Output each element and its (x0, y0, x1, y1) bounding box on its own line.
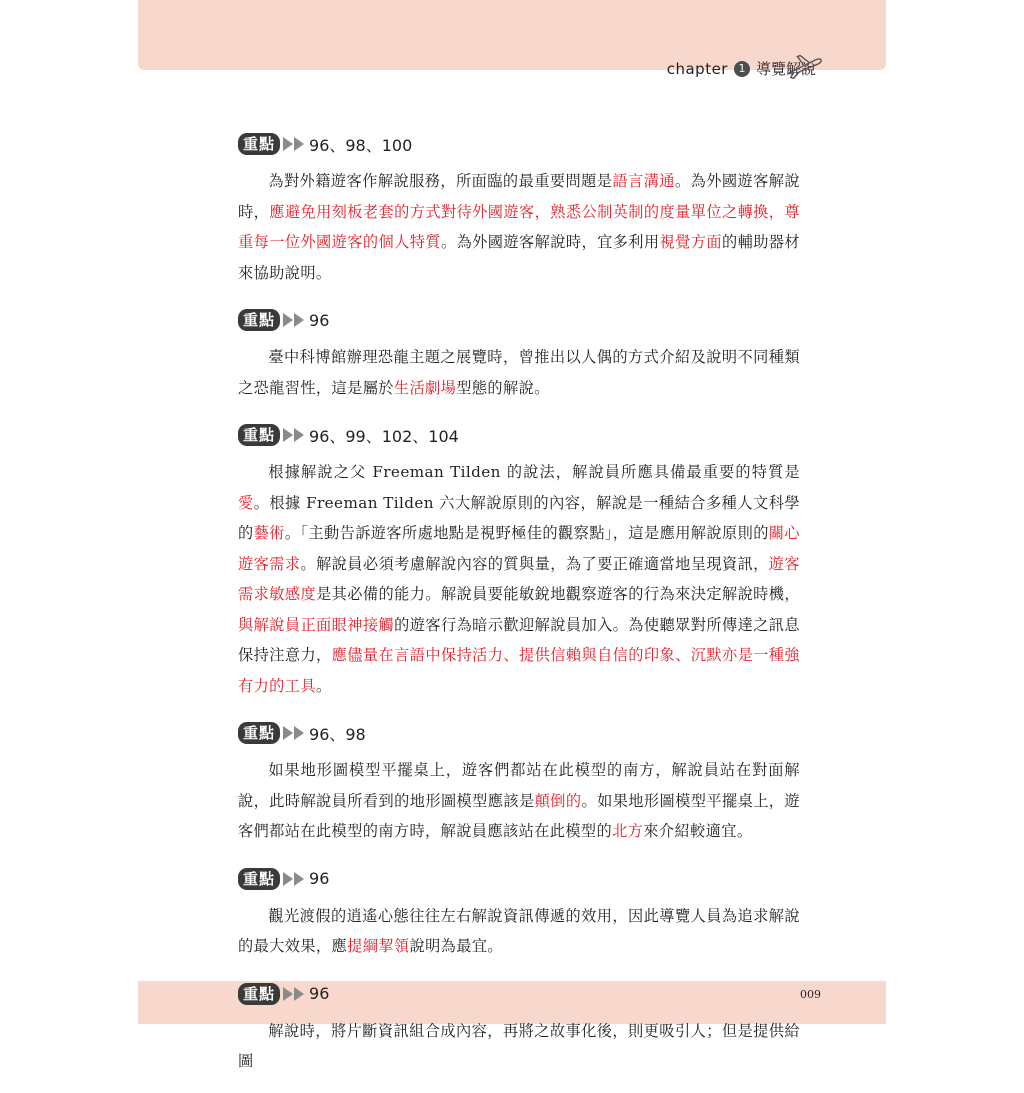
double-arrow-icon (283, 872, 305, 886)
section-paragraph (238, 457, 800, 701)
section-heading (238, 304, 800, 336)
highlighted-text: 與解說員正面眼神接觸 (238, 615, 395, 634)
body-text: 根據解說之父 Freeman Tilden 的說法，解說員所應具備最重要的特質是 (268, 463, 800, 481)
body-text: 。為外國遊客解說時， (238, 172, 800, 221)
highlighted-text: 生活劇場 (393, 378, 457, 397)
highlighted-text: 藝術 (253, 524, 285, 542)
main-content (238, 128, 800, 1093)
body-text: 說明為最宜。 (409, 937, 504, 955)
body-text: 。根據 Freeman Tilden 六大解說原則的內容，解說是一種結合多種人文科學的 (238, 493, 800, 542)
section-paragraph (238, 166, 800, 288)
body-text: 的遊客行為暗示歡迎解說員加入。為使聽眾對所傳達之訊息保持注意力， (238, 615, 801, 664)
chapter-word: chapter (666, 59, 728, 78)
highlighted-text: 北方 (612, 822, 644, 840)
section-paragraph (238, 342, 800, 403)
key-point-badge: 重點 (238, 722, 280, 744)
exam-years: 96、99、102、104 (309, 426, 459, 446)
section-heading (238, 717, 800, 749)
section-heading (238, 863, 800, 895)
body-text: 如果地形圖模型平擺桌上，遊客們都站在此模型的南方，解說員站在對面解說，此時解說員所看到的地形圖模型應該是 (238, 761, 800, 810)
section-paragraph (238, 901, 800, 962)
highlighted-text: 愛 (238, 493, 254, 512)
body-text: 為對外籍遊客作解說服務，所面臨的最重要問題是 (268, 172, 613, 190)
key-point-badge: 重點 (238, 983, 280, 1005)
key-point-badge: 重點 (238, 309, 280, 331)
exam-years: 96 (309, 310, 330, 330)
body-text: 解說時，將片斷資訊組合成內容，再將之故事化後，則更吸引人；但是提供給圖 (238, 1021, 800, 1070)
double-arrow-icon (283, 313, 305, 327)
body-text: 來介紹較適宜。 (643, 822, 753, 840)
highlighted-text: 遊客需求敏感度 (238, 554, 800, 603)
double-arrow-icon (283, 137, 305, 151)
body-text: 臺中科博館辦理恐龍主題之展覽時，曾推出以人偶的方式介紹及說明不同種類之恐龍習性，這是屬於 (238, 348, 800, 397)
highlighted-text: 應儘量在言語中保持活力、提供信賴與自信的印象、沉默亦是一種強有力的工具 (238, 646, 800, 695)
section-heading (238, 128, 800, 160)
highlighted-text: 提綱挈領 (347, 937, 410, 955)
body-text: 觀光渡假的逍遙心態往往左右解說資訊傳遞的效用，因此導覽人員為追求解說的最大效果，應 (238, 906, 800, 955)
double-arrow-icon (283, 726, 305, 740)
body-text: 。「主動告訴遊客所處地點是視野極佳的觀察點」，這是應用解說原則的 (284, 524, 769, 542)
highlighted-text: 顛倒的 (534, 791, 582, 810)
key-point-badge: 重點 (238, 868, 280, 890)
page-number: 009 (800, 988, 821, 1001)
section-paragraph (238, 1016, 800, 1077)
body-text: 。解說員必須考慮解說內容的質與量，為了要正確適當地呈現資訊， (300, 554, 769, 573)
highlighted-text: 視覺方面 (659, 233, 722, 251)
body-text: 是其必備的能力。解說員要能敏銳地觀察遊客的行為來決定解說時機， (316, 585, 800, 603)
body-text: 型態的解說。 (456, 378, 550, 397)
section-heading (238, 978, 800, 1010)
section-heading (238, 419, 800, 451)
chapter-title: 導覽解說 (755, 60, 816, 78)
key-point-badge: 重點 (238, 133, 280, 155)
highlighted-text: 語言溝通 (612, 172, 675, 190)
exam-years: 96、98、100 (309, 135, 413, 155)
body-text: 的輔助器材來協助說明。 (238, 233, 801, 282)
double-arrow-icon (283, 428, 305, 442)
key-point-badge: 重點 (238, 424, 280, 446)
exam-years: 96、98 (309, 724, 366, 744)
chapter-number: 1 (734, 61, 750, 77)
exam-years: 96 (309, 984, 330, 1003)
exam-years: 96 (309, 869, 330, 888)
airplane-icon (786, 52, 824, 82)
body-text: 。 (315, 676, 332, 695)
highlighted-text: 應避免用刻板老套的方式對待外國遊客，熟悉公制英制的度量單位之轉換，尊重每一位外國遊客的個人特質 (238, 202, 800, 251)
body-text: 。為外國遊客解說時，宜多利用 (440, 233, 660, 251)
section-paragraph (238, 755, 800, 847)
body-text: 。如果地形圖模型平擺桌上，遊客們都站在此模型的南方時，解說員應該站在此模型的 (238, 791, 801, 840)
highlighted-text: 關心遊客需求 (238, 524, 800, 573)
double-arrow-icon (283, 987, 305, 1001)
